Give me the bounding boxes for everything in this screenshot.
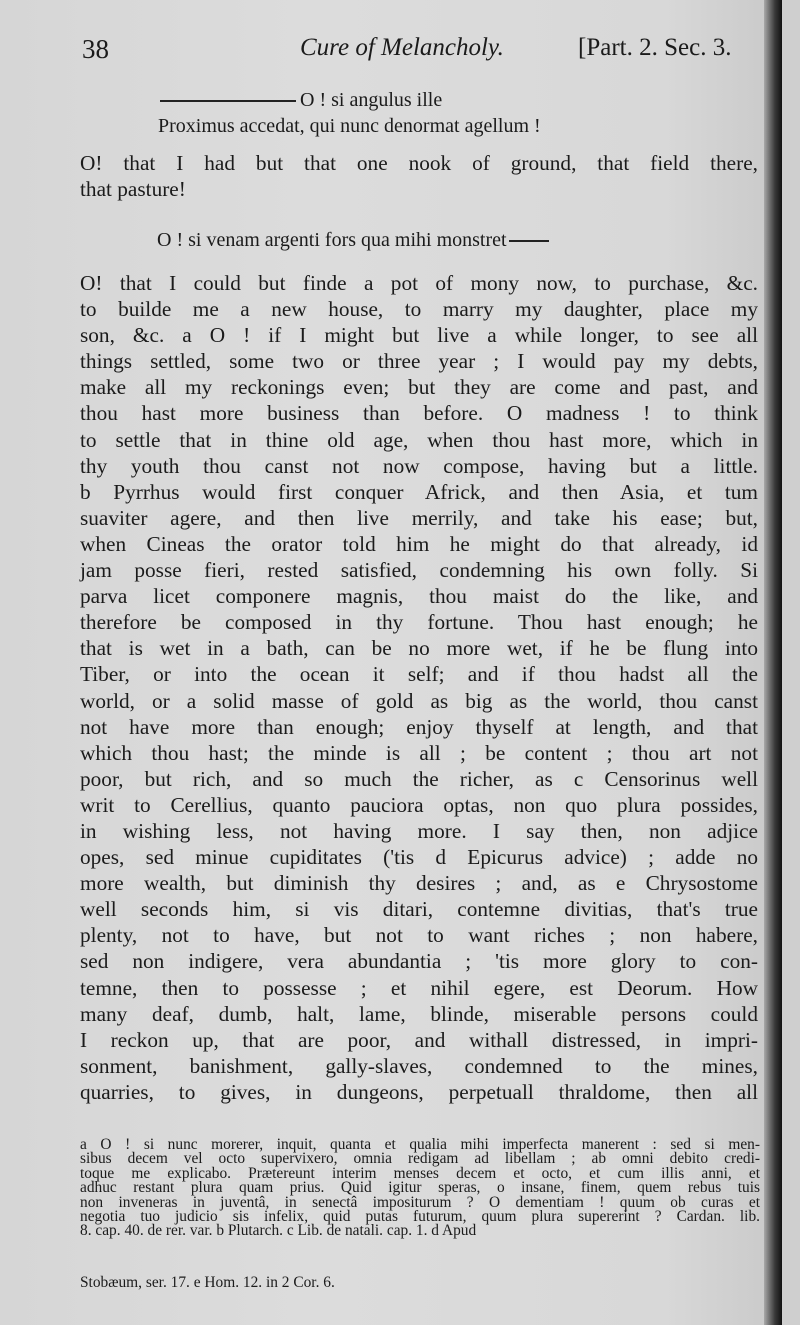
text-line: that is wet in a bath, can be no more wet, if he be flung into: [80, 636, 758, 661]
footnote-line: adhuc restant plura quam prius. Quid igitur speras, o insane, finem, quem rebus tuis: [80, 1179, 760, 1197]
footnote-line: non inveneras in juventâ, in senectâ impositurum ? O dementiam ! quum ob curas et: [80, 1193, 760, 1211]
verse-1-line-1: [160, 88, 442, 112]
text-line: O! that I had but that one nook of ground, that field there,: [80, 151, 758, 175]
text-line: temne, then to possesse ; et nihil egere, est Deorum. How: [80, 975, 758, 1000]
text-line: Tiber, or into the ocean it self; and if thou hadst all the: [80, 662, 758, 687]
text-line: make all my reckonings even; but they are come and past, and: [80, 375, 758, 400]
paragraph-1: [80, 150, 758, 202]
text-line: parva licet componere magnis, thou maist do the like, and: [80, 584, 758, 609]
text-line: therefore be composed in thy fortune. Thou hast enough; he: [80, 610, 758, 635]
text-line: thou hast more business than before. O madness ! to think: [80, 401, 758, 426]
text-line: son, &c. a O ! if I might but live a while longer, to see all: [80, 323, 758, 348]
page-number: 38: [82, 34, 109, 64]
footnote-line: sibus decem vel octo supervixero, omnia redigam ad libellam ; ab omni debito credi-: [80, 1150, 760, 1168]
text-line: not have more than enough; enjoy thyself at length, and that: [80, 714, 758, 739]
footnotes: [80, 1138, 760, 1239]
footnote-line: negotia tuo judicio sis infelix, quid putas futurum, quum plura supererint ? Cardan. lib.: [80, 1207, 760, 1225]
text-line: to builde me a new house, to marry my daughter, place my: [80, 297, 758, 322]
text-line: suaviter agere, and then live merrily, and take his ease; but,: [80, 505, 758, 530]
text-line: jam posse fieri, rested satisfied, condemning his own folly. Si: [80, 558, 758, 583]
text-line: thy youth thou canst not now compose, having but a little.: [80, 453, 758, 478]
verse-text: O ! si venam argenti fors qua mihi monstret: [157, 229, 507, 251]
text-line: opes, sed minue cupiditates ('tis d Epicurus advice) ; adde no: [80, 845, 758, 870]
text-line: quarries, to gives, in dungeons, perpetuall thraldome, then all: [80, 1079, 758, 1104]
text-line: writ to Cerellius, quanto pauciora optas, non quo plura possides,: [80, 792, 758, 817]
footnote-line: a O ! si nunc morerer, inquit, quanta et qualia mihi imperfecta manerent : sed si men-: [80, 1136, 760, 1153]
text-line: things settled, some two or three year ; I would pay my debts,: [80, 349, 758, 374]
verse-text: O ! si angulus ille: [300, 89, 443, 111]
text-line: which thou hast; the minde is all ; be content ; thou art not: [80, 740, 758, 765]
footnote-line: toque me explicabo. Prætereunt interim menses decem et octo, et cum illis anni, et: [80, 1164, 760, 1182]
text-line: many deaf, dumb, halt, lame, blinde, miserable persons could: [80, 1001, 758, 1026]
text-line: in wishing less, not having more. I say then, non adjice: [80, 818, 758, 843]
text-line: that pasture!: [80, 177, 186, 201]
text-line: plenty, not to have, but not to want riches ; non habere,: [80, 923, 758, 948]
text-line: O! that I could but finde a pot of mony now, to purchase, &c.: [80, 271, 758, 295]
paragraph-2: [80, 270, 758, 1105]
footnote-line: 8. cap. 40. de rer. var. b Plutarch. c Lib. de natali. cap. 1. d Apud: [80, 1222, 477, 1240]
text-line: b Pyrrhus would first conquer Africk, and then Asia, et tum: [80, 479, 758, 504]
verse-2-line-1: [157, 228, 549, 252]
text-line: I reckon up, that are poor, and withall distressed, in impri-: [80, 1027, 758, 1052]
running-title: Cure of Melancholy.: [300, 34, 504, 61]
text-line: more wealth, but diminish thy desires ; and, as e Chrysostome: [80, 871, 758, 896]
text-line: sonment, banishment, gally-slaves, condemned to the mines,: [80, 1053, 758, 1078]
text-line: to settle that in thine old age, when thou hast more, which in: [80, 427, 758, 452]
section-label: [Part. 2. Sec. 3.: [578, 34, 732, 61]
footnote-last-line: Stobæum, ser. 17. e Hom. 12. in 2 Cor. 6.: [80, 1274, 335, 1291]
text-line: poor, but rich, and so much the richer, as c Censorinus well: [80, 766, 758, 791]
text-line: world, or a solid masse of gold as big as the world, thou canst: [80, 688, 758, 713]
verse-dash: [509, 240, 549, 242]
text-line: when Cineas the orator told him he might do that already, id: [80, 531, 758, 556]
text-line: sed non indigere, vera abundantia ; 'tis more glory to con-: [80, 949, 758, 974]
verse-1-line-2: Proximus accedat, qui nunc denormat agellum !: [158, 115, 541, 137]
page-header: [0, 34, 782, 70]
verse-dash: [160, 100, 296, 102]
text-line: well seconds him, si vis ditari, contemne divitias, that's true: [80, 897, 758, 922]
page-edge-shadow: [764, 0, 782, 1325]
